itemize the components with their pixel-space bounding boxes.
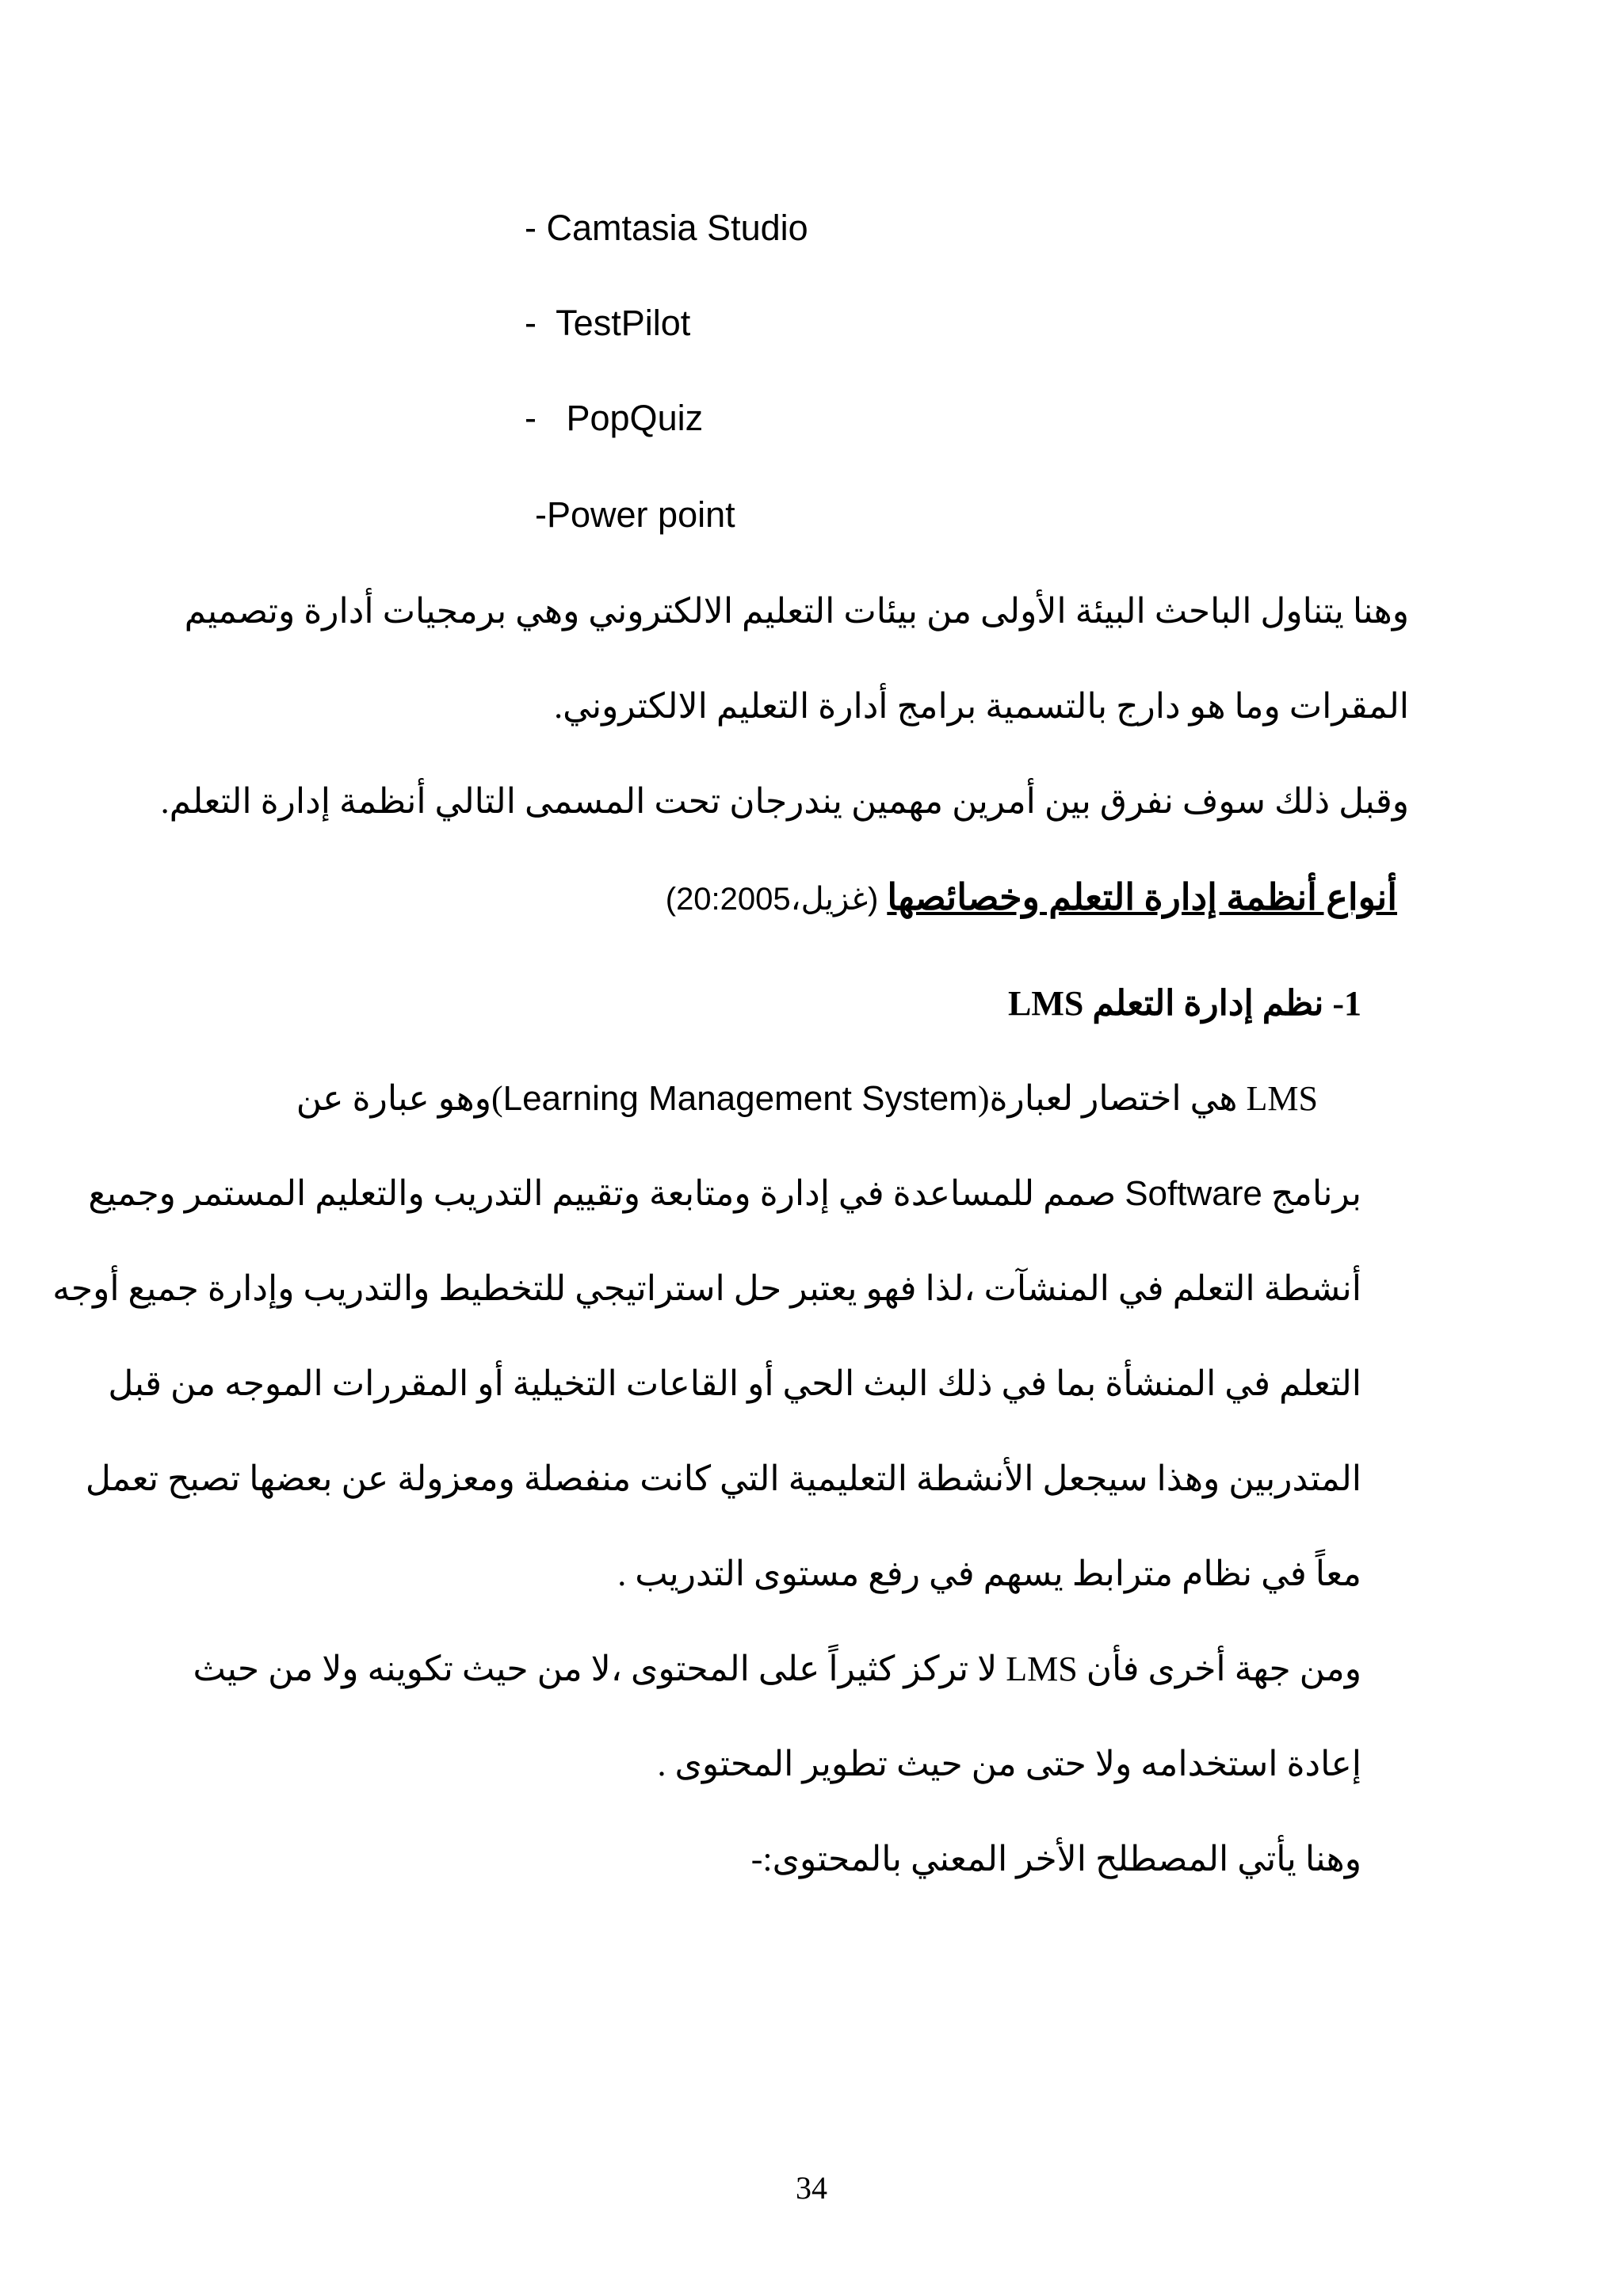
lms-abbr: LMS — [1246, 1079, 1318, 1118]
tool-item-camtasia: - Camtasia Studio — [525, 208, 808, 248]
subheading-lms — [1008, 986, 1361, 1021]
intro-line-2: المقرات وما هو دارج بالتسمية برامج أدارة التعليم الالكتروني. — [554, 687, 1409, 726]
software-term: Software — [1125, 1174, 1262, 1213]
lms-line-2-text-a: برنامج — [1270, 1174, 1361, 1213]
tool-item-testpilot: - TestPilot — [525, 303, 691, 343]
section-heading-title: أنواع أنظمة إدارة التعلم وخصائصها — [887, 877, 1397, 917]
lms-line-5: المتدربين وهذا سيجعل الأنشطة التعليمية التي كانت منفصلة ومعزولة عن بعضها تصبح تعمل — [85, 1459, 1361, 1498]
lms-line-6: معاً في نظام مترابط يسهم في رفع مستوى التدريب . — [617, 1554, 1361, 1593]
lms-line-2-text-b: صمم للمساعدة في إدارة ومتابعة وتقييم التدريب والتعليم المستمر وجميع — [88, 1174, 1117, 1213]
tool-item-popquiz: - PopQuiz — [525, 398, 704, 438]
subheading-abbr: LMS — [1008, 984, 1084, 1023]
second-line-1-text-a: ومن جهة أخرى فأن — [1086, 1650, 1361, 1688]
subheading-title: نظم إدارة التعلم — [1092, 984, 1324, 1023]
second-line-1 — [193, 1652, 1361, 1687]
lms-line-1 — [296, 1081, 1318, 1116]
lms-english-term: Learning Management System — [502, 1079, 978, 1118]
lms-line-3: أنشطة التعلم في المنشآت ،لذا فهو يعتبر حل استراتيجي للتخطيط والتدريب وإدارة جميع أوجه — [52, 1269, 1361, 1308]
section-heading-citation: (غزيل،20:2005) — [665, 882, 879, 917]
subheading-number: 1- — [1332, 984, 1361, 1023]
lms-line-2 — [88, 1174, 1361, 1213]
lms-line-1-text-b: )وهو عبارة عن — [296, 1079, 503, 1118]
section-heading — [666, 879, 1397, 916]
intro-line-1: وهنا يتناول الباحث البيئة الأولى من بيئات التعليم الالكتروني وهي برمجيات أدارة وتصميم — [184, 592, 1409, 631]
page-number: 34 — [796, 2170, 827, 2206]
tool-item-powerpoint: -Power point — [535, 494, 735, 535]
second-line-3: وهنا يأتي المصطلح الأخر المعني بالمحتوى:- — [750, 1840, 1361, 1878]
lms-line-1-text-a: هي اختصار لعبارة( — [977, 1079, 1238, 1118]
second-lms-abbr: LMS — [1006, 1650, 1078, 1688]
second-line-1-text-b: لا تركز كثيراً على المحتوى ،لا من حيث تكوينه ولا من حيث — [193, 1650, 998, 1688]
second-line-2: إعادة استخدامه ولا حتى من حيث تطوير المحتوى . — [657, 1745, 1361, 1783]
lms-line-4: التعلم في المنشأة بما في ذلك البث الحي أو القاعات التخيلية أو المقررات الموجه من قبل — [108, 1364, 1361, 1403]
intro-line-3: وقبل ذلك سوف نفرق بين أمرين مهمين يندرجان تحت المسمى التالي أنظمة إدارة التعلم. — [160, 782, 1409, 821]
